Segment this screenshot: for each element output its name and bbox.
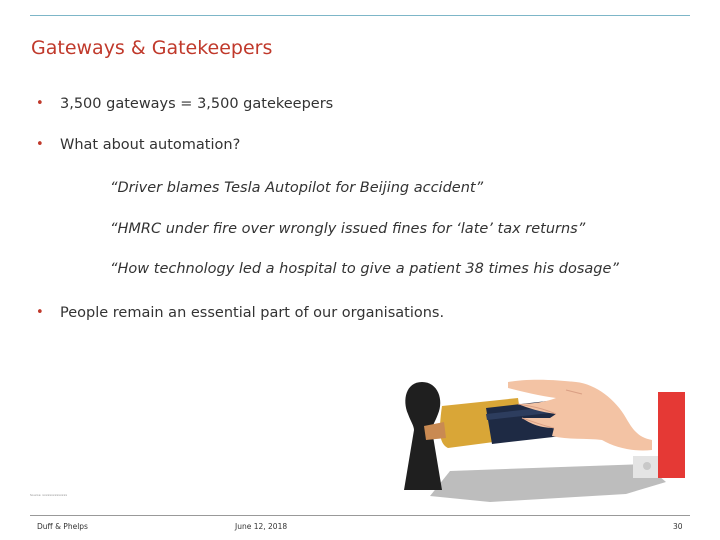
quote-headline: “How technology led a hospital to give a patient 38 times his dosage” [110, 261, 619, 277]
ground-shadow [430, 464, 666, 502]
top-rule [30, 15, 690, 16]
hand-inserting-card-into-keyhole-icon [390, 378, 692, 502]
bullet-text: 3,500 gateways = 3,500 gatekeepers [60, 96, 334, 112]
slide-title: Gateways & Gatekeepers [31, 37, 273, 59]
footer-company: Duff & Phelps [37, 522, 88, 531]
bottom-rule [30, 515, 690, 516]
hand-card-keyhole-illustration [390, 378, 692, 502]
bullet-marker: • [36, 96, 44, 111]
bullet-marker: • [36, 305, 44, 320]
source-note: Source: xxxxxxxxxxxxxx [30, 493, 68, 497]
footer-date: June 12, 2018 [235, 522, 288, 531]
quote-headline: “HMRC under fire over wrongly issued fines for ‘late’ tax returns” [110, 221, 586, 237]
bullet-marker: • [36, 137, 44, 152]
page-number: 30 [673, 522, 683, 531]
red-bar [658, 392, 685, 478]
quote-headline: “Driver blames Tesla Autopilot for Beijing accident” [110, 180, 484, 196]
bullet-text: What about automation? [60, 137, 241, 153]
grey-dot [643, 462, 651, 470]
bullet-text: People remain an essential part of our organisations. [60, 305, 445, 321]
